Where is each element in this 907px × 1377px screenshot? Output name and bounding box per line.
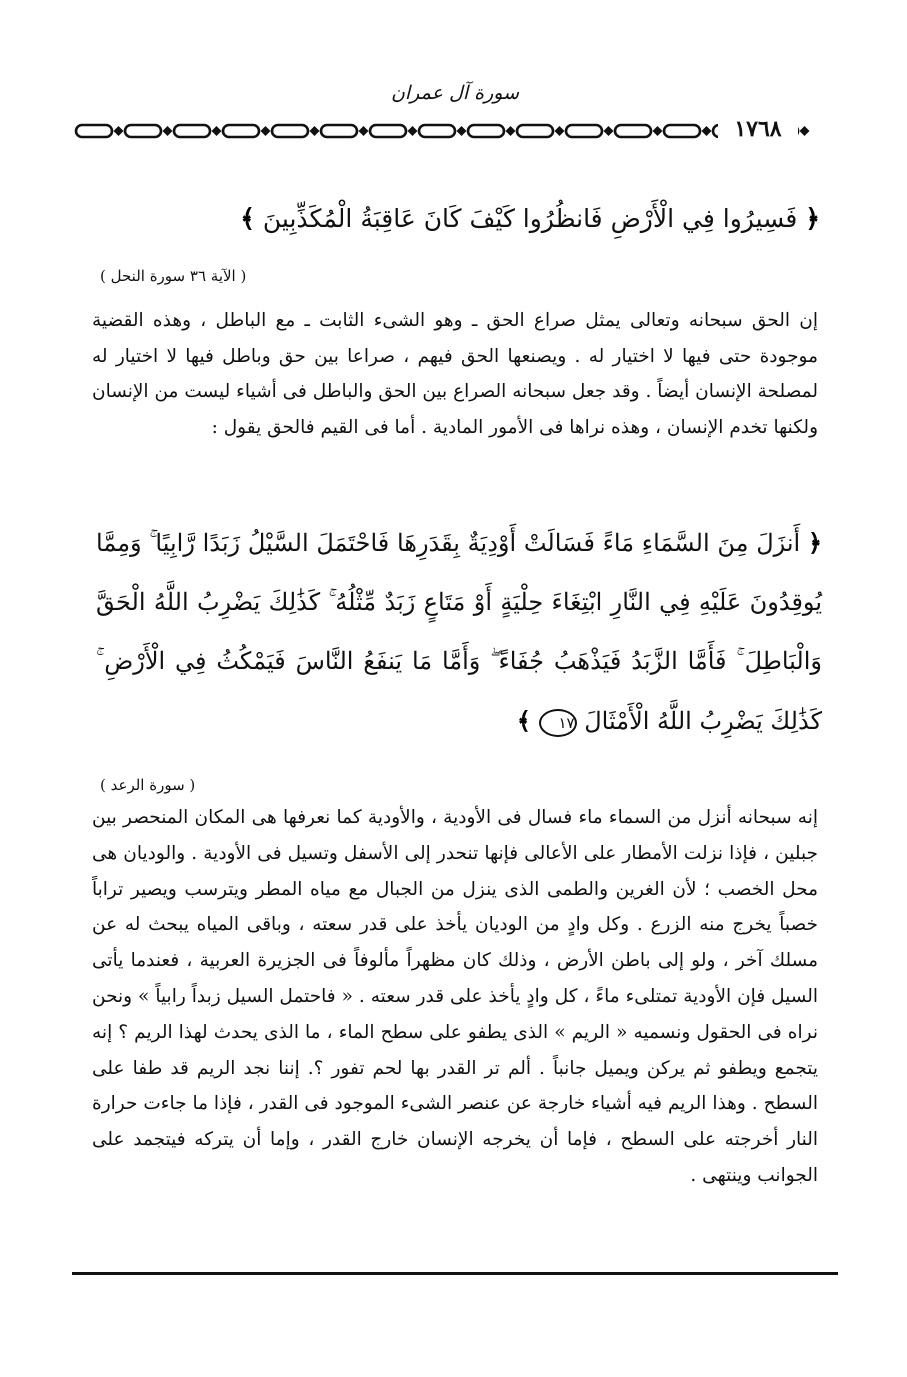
chain-diamond bbox=[800, 126, 810, 136]
ayah-number-badge: ١٧ bbox=[539, 709, 577, 737]
chain-link-oval bbox=[223, 125, 259, 137]
verse-close-bracket: ﴾ bbox=[240, 204, 255, 233]
chain-diamond bbox=[114, 126, 124, 136]
chain-diamond bbox=[457, 126, 467, 136]
chain-link-oval bbox=[76, 125, 112, 137]
chain-diamond bbox=[604, 126, 614, 136]
chain-link-oval bbox=[566, 125, 602, 137]
surah-title: سورة آل عمران bbox=[390, 82, 520, 104]
quran-verse-nahl bbox=[240, 190, 820, 247]
chain-link-oval bbox=[419, 125, 455, 137]
chain-link-oval bbox=[272, 125, 308, 137]
commentary-paragraph-1: إن الحق سبحانه وتعالى يمثل صراع الحق ـ وهو الشىء الثابت ـ مع الباطل ، وهذه القضية موجودة حتى فيها لا اختيار له . ويصنعها الحق فيهم ، صراعا بين حق وباطل فيها لا اختيار له لمصلحة الإنسان أيضاً . وقد جعل سبحانه الصراع بين الحق والباطل فى أشياء ليست من الإنسان ولكنها تخدم الإنسان ، وهذه نراها فى الأمور المادية . أما فى القيم فالحق يقول : bbox=[92, 310, 818, 438]
chain-link-oval bbox=[517, 125, 553, 137]
verse-close-bracket: ﴾ bbox=[516, 706, 531, 735]
chain-diamond bbox=[212, 126, 222, 136]
verse-citation-raad: ( سورة الرعد ) bbox=[100, 776, 196, 794]
chain-link-oval bbox=[468, 125, 504, 137]
chain-link-oval bbox=[125, 125, 161, 137]
quran-verse-raad bbox=[96, 513, 822, 751]
chain-diamond bbox=[163, 126, 173, 136]
chain-link-oval bbox=[370, 125, 406, 137]
verse-citation-nahl: ( الآية ٣٦ سورة النحل ) bbox=[100, 267, 247, 285]
commentary-paragraph-2: إنه سبحانه أنزل من السماء ماء فسال فى الأودية ، والأودية كما نعرفها هى المكان المنحصر بين جبلين ، فإذا نزلت الأمطار على الأعالى فإنها تنحدر إلى الأسفل وتسيل فى الأودية . والوديان هى محل الخصب ؛ لأن الغرين والطمى الذى ينزل من الجبال مع مياه المطر ويترسب ويصير تراباً خصباً يخرج منه الزرع . وكل وادٍ من الوديان يأخذ على قدر سعته ، وباقى المياه يبحث له عن مسلك آخر ، ولو إلى باطن الأرض ، وذلك كان مظهراً مألوفاً فى الجزيرة العربية ، فعندما يأتى السيل فإن الأودية تمتلىء ماءً ، كل وادٍ يأخذ على قدر سعته . « فاحتمل السيل زبداً رابياً » ونحن نراه فى الحقول ونسميه « الريم » الذى يطفو على سطح الماء ، ما الذى يحدث لهذا الريم ؟ إنه يتجمع ويطفو ثم يركن ويميل جانباً . ألم تر القدر بها لحم تفور ؟. إننا نجد الريم قد طفا على السطح . وهذا الريم فيه أشياء خارجة عن عنصر الشىء الموجود فى القدر ، فإذا ما جاءت حرارة النار أخرجته على السطح ، فإما أن يخرجه الإنسان خارج القدر ، وإما أن يتركه فيتجمد على الجوانب وينتهى . bbox=[92, 807, 818, 1186]
chain-diamond bbox=[261, 126, 271, 136]
footer-divider bbox=[72, 1272, 838, 1275]
chain-diamond bbox=[506, 126, 516, 136]
chain-diamond bbox=[408, 126, 418, 136]
verse-open-bracket: ﴿ bbox=[805, 204, 820, 233]
chain-diamond bbox=[702, 126, 712, 136]
chain-diamond bbox=[653, 126, 663, 136]
chain-link-oval bbox=[174, 125, 210, 137]
verse-text: فَسِيرُوا فِي الْأَرْضِ فَانظُرُوا كَيْفَ كَانَ عَاقِبَةُ الْمُكَذِّبِينَ bbox=[262, 204, 798, 233]
chain-diamond bbox=[359, 126, 369, 136]
verse-open-bracket: ﴿ bbox=[807, 528, 823, 557]
chain-link-oval bbox=[664, 125, 700, 137]
chain-diamond bbox=[555, 126, 565, 136]
chain-link-oval bbox=[321, 125, 357, 137]
chain-diamond bbox=[310, 126, 320, 136]
verse-text: أَنزَلَ مِنَ السَّمَاءِ مَاءً فَسَالَتْ أَوْدِيَةٌ بِقَدَرِهَا فَاحْتَمَلَ السَّيْلُ زَبَدًا رَّابِيًا ۚ وَمِمَّا يُوقِدُونَ عَلَيْهِ فِي النَّارِ ابْتِغَاءَ حِلْيَةٍ أَوْ مَتَاعٍ زَبَدٌ مِّثْلُهُ ۚ كَذَٰلِكَ يَضْرِبُ اللَّهُ الْحَقَّ وَالْبَاطِلَ ۚ فَأَمَّا الزَّبَدُ فَيَذْهَبُ جُفَاءً ۖ وَأَمَّا مَا يَنفَعُ النَّاسَ فَيَمْكُثُ فِي الْأَرْضِ ۚ كَذَٰلِكَ يَضْرِبُ اللَّهُ الْأَمْثَالَ bbox=[96, 529, 823, 735]
page-number: ١٧٦٨ bbox=[718, 116, 798, 142]
chain-link-oval bbox=[615, 125, 651, 137]
